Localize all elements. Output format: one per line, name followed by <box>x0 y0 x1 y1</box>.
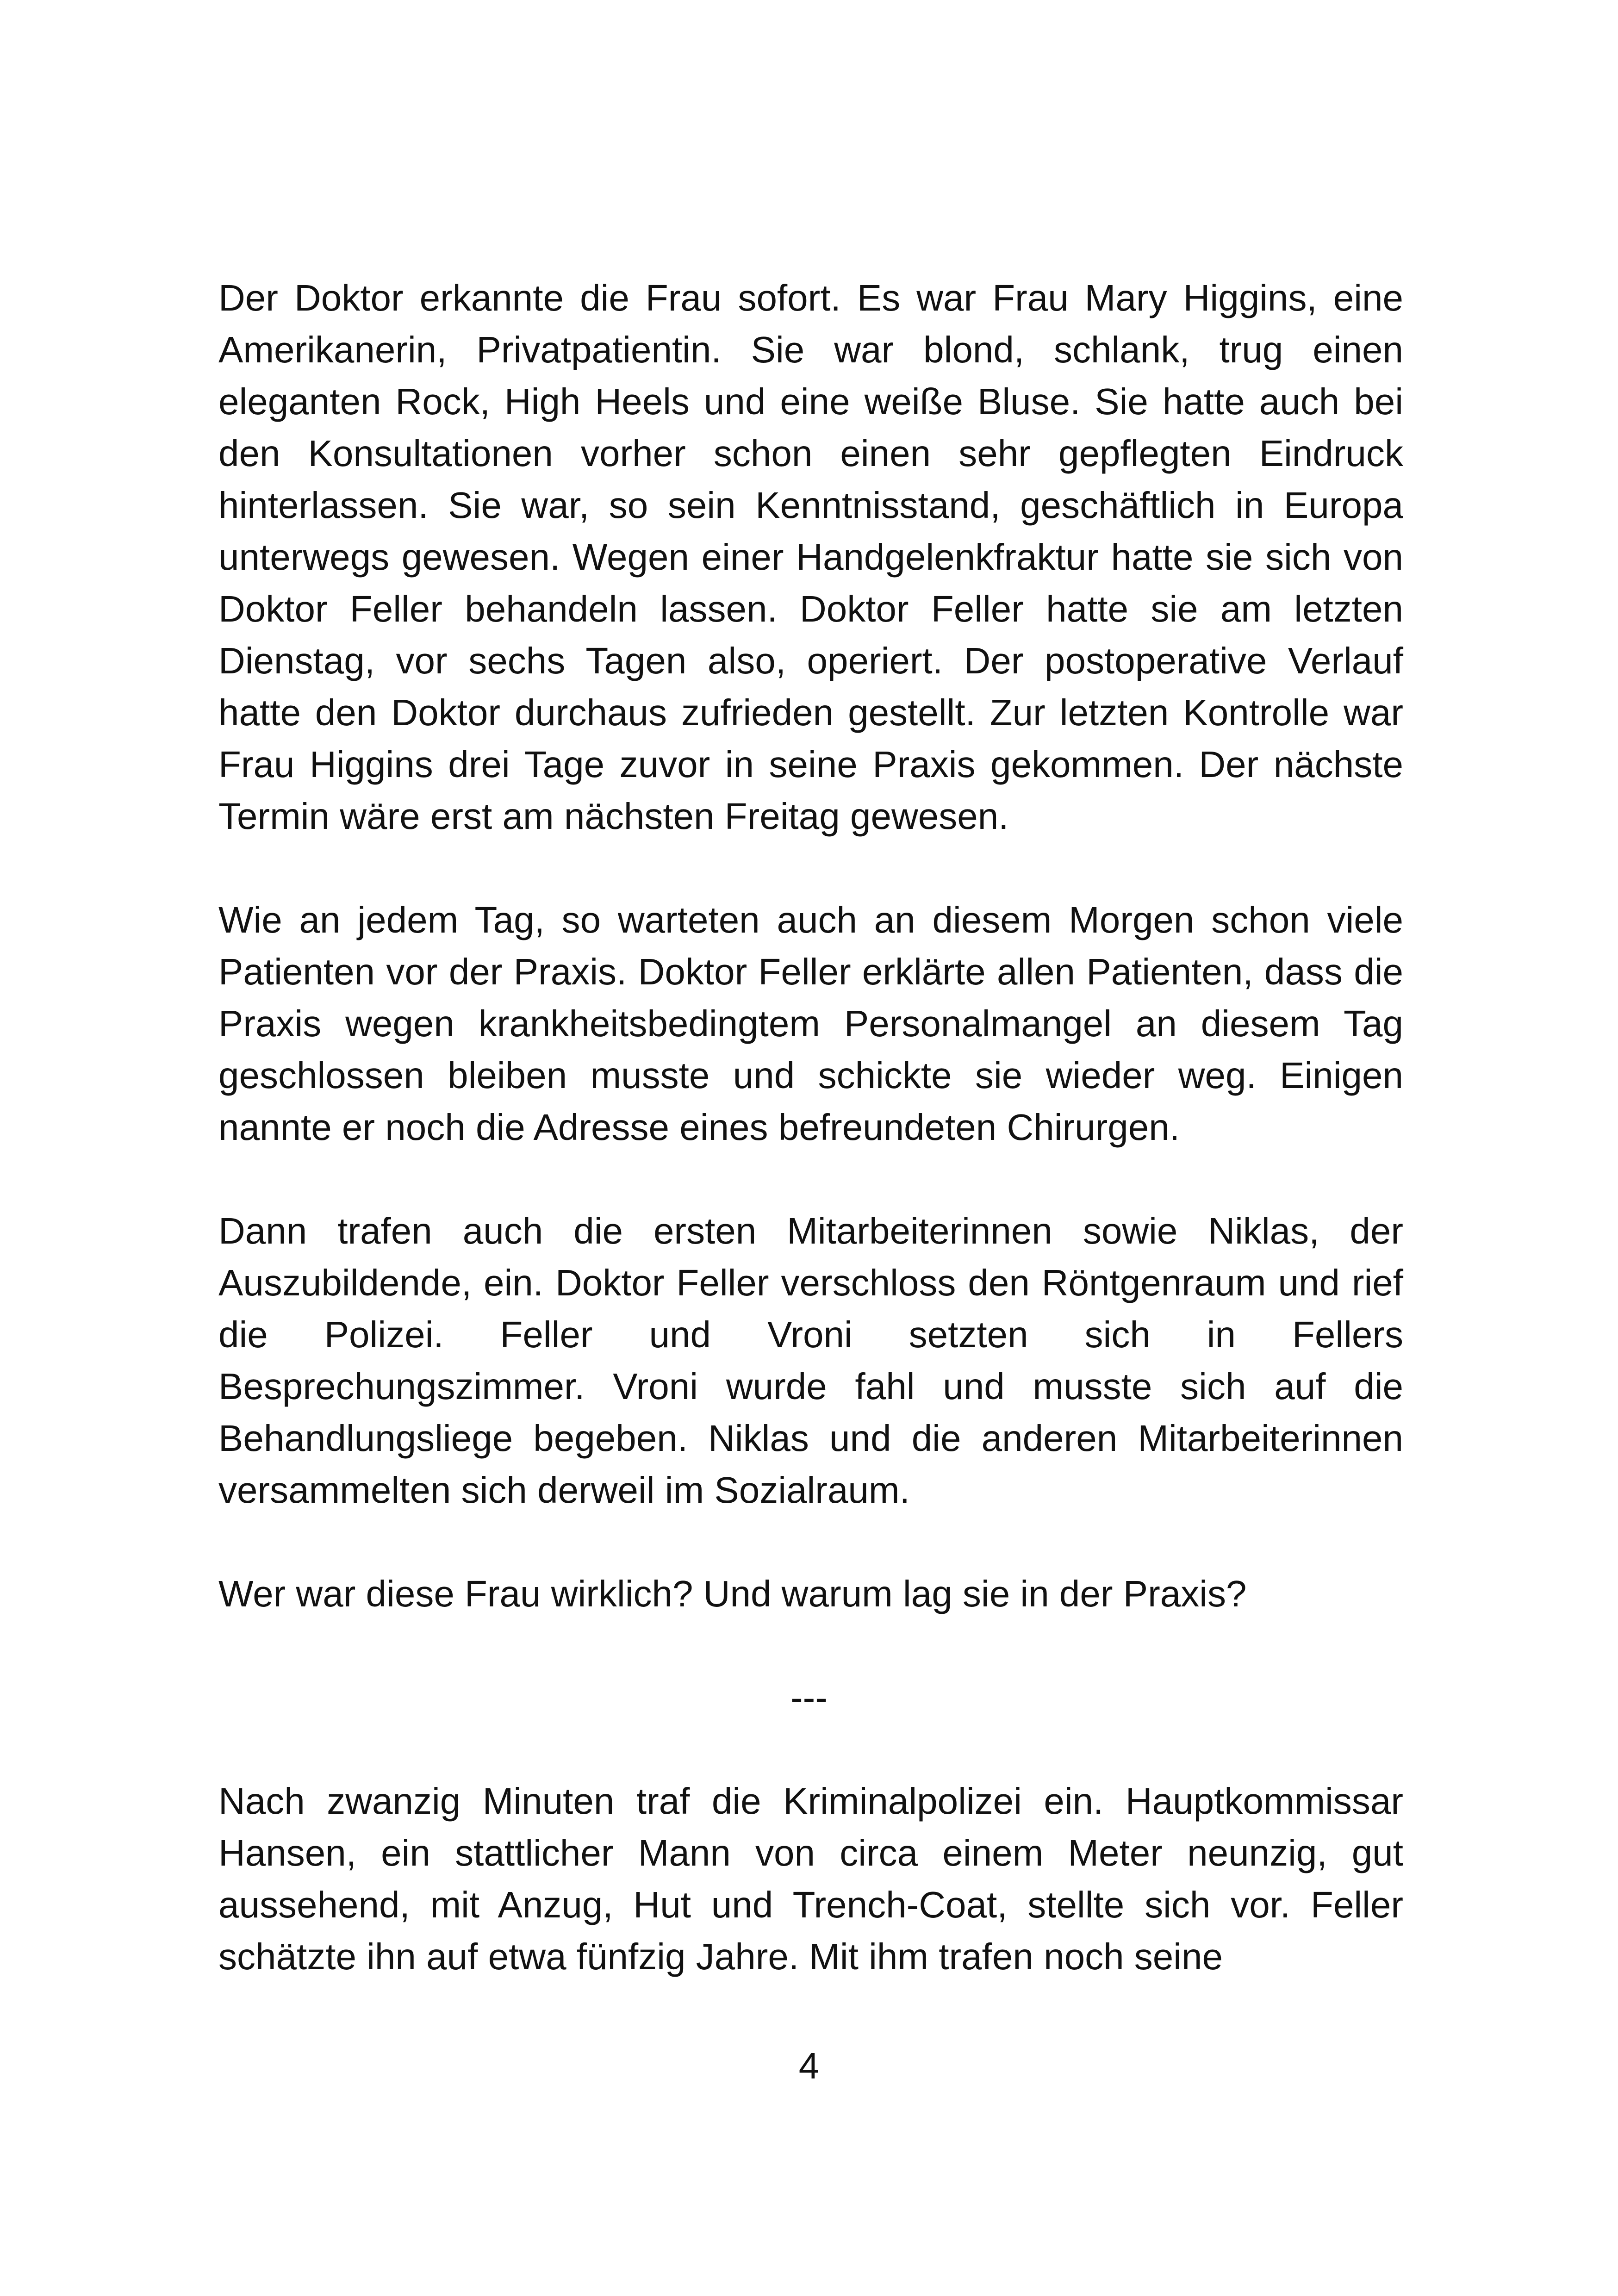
paragraph-text: Der Doktor erkannte die Frau sofort. Es war Frau Mary Higgins, eine Amerikanerin, Privatpatientin. Sie war blond, schlank, trug einen eleganten Rock, High Heels und eine weiße Bluse. Sie hatte auch bei den Konsultationen vorher schon einen sehr gepflegten Eindruck hinterlassen. Sie war, so sein Kenntnisstand, geschäftlich in Europa unterwegs gewesen. Wegen einer Handgelenkfraktur hatte sie sich von Doktor Feller behandeln lassen. Doktor Feller hatte sie am letzten Dienstag, vor sechs Tagen also, operiert. Der postoperative Verlauf hatte den Doktor durchaus zufrieden gestellt. Zur letzten Kontrolle war Frau Higgins drei Tage zuvor in seine Praxis gekommen. Der nächste Termin wäre erst am nächsten Freitag gewesen. <box>218 277 1403 837</box>
page-number: 4 <box>798 2045 820 2086</box>
paragraph-text: Dann trafen auch die ersten Mitarbeiterinnen sowie Niklas, der Auszubildende, ein. Doktor Feller verschloss den Röntgenraum und rief die Polizei. Feller und Vroni setzten sich in Fellers Besprechungszimmer. Vroni wurde fahl und musste sich auf die Behandlungsliege begeben. Niklas und die anderen Mitarbeiterinnen versammelten sich derweil im Sozialraum. <box>218 1210 1403 1511</box>
section-separator: --- <box>790 1677 828 1718</box>
paragraph <box>218 1775 1403 1983</box>
paragraph-text: Wie an jedem Tag, so warteten auch an diesem Morgen schon viele Patienten vor der Praxis. Doktor Feller erklärte allen Patienten, dass die Praxis wegen krankheitsbedingtem Personalmangel an diesem Tag geschlossen bleiben musste und schickte sie wieder weg. Einigen nannte er noch die Adresse eines befreundeten Chirurgen. <box>218 899 1403 1148</box>
paragraph <box>218 894 1403 1153</box>
paragraph-text: Nach zwanzig Minuten traf die Kriminalpolizei ein. Hauptkommissar Hansen, ein stattlicher Mann von circa einem Meter neunzig, gut aussehend, mit Anzug, Hut und Trench-Coat, stellte sich vor. Feller schätzte ihn auf etwa fünfzig Jahre. Mit ihm trafen noch seine <box>218 1780 1403 1977</box>
paragraph <box>218 272 1403 842</box>
paragraph <box>218 1205 1403 1516</box>
paragraph <box>218 1568 1403 1620</box>
paragraph-text: Wer war diese Frau wirklich? Und warum lag sie in der Praxis? <box>218 1573 1247 1614</box>
